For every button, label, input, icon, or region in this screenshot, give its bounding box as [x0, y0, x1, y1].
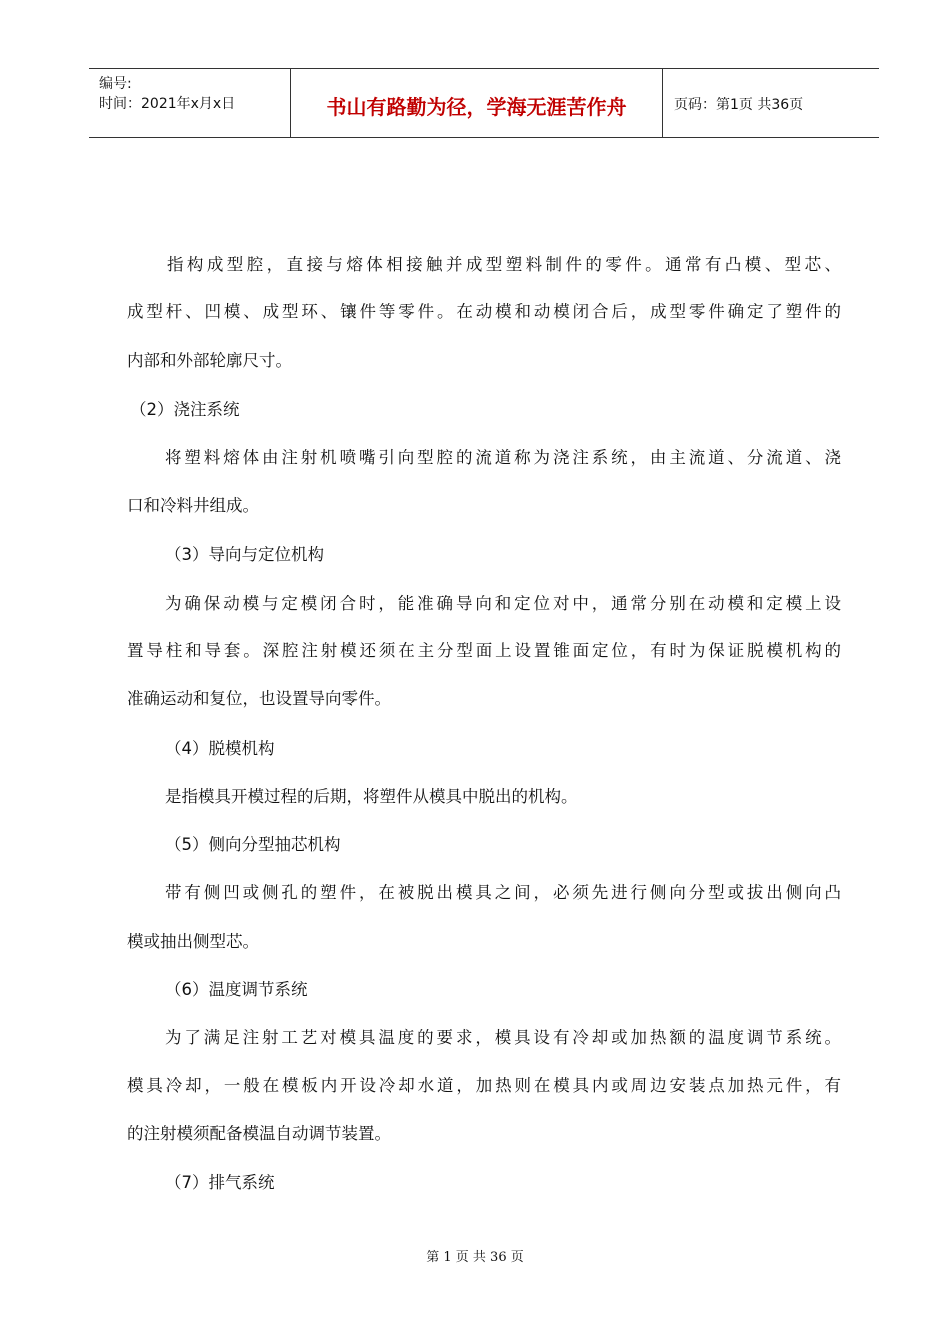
- document-time-label: 时间：2021年x月x日: [99, 96, 236, 112]
- paragraph-line: 准确运动和复位，也设置导向零件。: [127, 689, 391, 708]
- header-motto-cell: [291, 69, 663, 137]
- paragraph-line: 带有侧凹或侧孔的塑件，在被脱出模具之间，必须先进行侧向分型或拔出侧向凸: [165, 883, 841, 902]
- header-info-cell: [89, 69, 291, 137]
- header-motto: 书山有路勤为径，学海无涯苦作舟: [326, 95, 627, 119]
- paragraph-line: 将塑料熔体由注射机喷嘴引向型腔的流道称为浇注系统，由主流道、分流道、浇: [165, 448, 841, 467]
- paragraph-line: 内部和外部轮廓尺寸。: [127, 351, 292, 370]
- paragraph-line: 置导柱和导套。深腔注射模还须在主分型面上设置锥面定位，有时为保证脱模机构的: [127, 641, 841, 660]
- section-heading: （2）浇注系统: [130, 400, 240, 419]
- page-header: [89, 68, 879, 138]
- paragraph-line: 为确保动模与定模闭合时，能准确导向和定位对中，通常分别在动模和定模上设: [165, 594, 841, 613]
- page-footer: 第 1 页 共 36 页: [426, 1250, 524, 1265]
- section-heading: （4）脱模机构: [165, 739, 275, 758]
- header-page-number: 页码：第1页 共36页: [674, 97, 804, 113]
- paragraph-line: 指构成型腔，直接与熔体相接触并成型塑料制件的零件。通常有凸模、型芯、: [167, 255, 841, 274]
- document-number-label: 编号:: [99, 76, 132, 92]
- header-page-cell: [664, 69, 879, 137]
- paragraph-line: 为了满足注射工艺对模具温度的要求，模具设有冷却或加热额的温度调节系统。: [165, 1028, 841, 1047]
- paragraph-line: 模具冷却，一般在模板内开设冷却水道，加热则在模具内或周边安装点加热元件，有: [127, 1076, 841, 1095]
- section-heading: （5）侧向分型抽芯机构: [165, 835, 341, 854]
- paragraph-line: 口和冷料井组成。: [127, 496, 259, 515]
- section-heading: （3）导向与定位机构: [165, 545, 324, 564]
- paragraph-line: 成型杆、凹模、成型环、镶件等零件。在动模和动模闭合后，成型零件确定了塑件的: [127, 302, 841, 321]
- paragraph-line: 的注射模须配备模温自动调节装置。: [127, 1124, 391, 1143]
- section-heading: （6）温度调节系统: [165, 980, 308, 999]
- paragraph-line: 模或抽出侧型芯。: [127, 932, 259, 951]
- section-heading: （7）排气系统: [165, 1173, 275, 1192]
- paragraph-line: 是指模具开模过程的后期，将塑件从模具中脱出的机构。: [165, 787, 578, 806]
